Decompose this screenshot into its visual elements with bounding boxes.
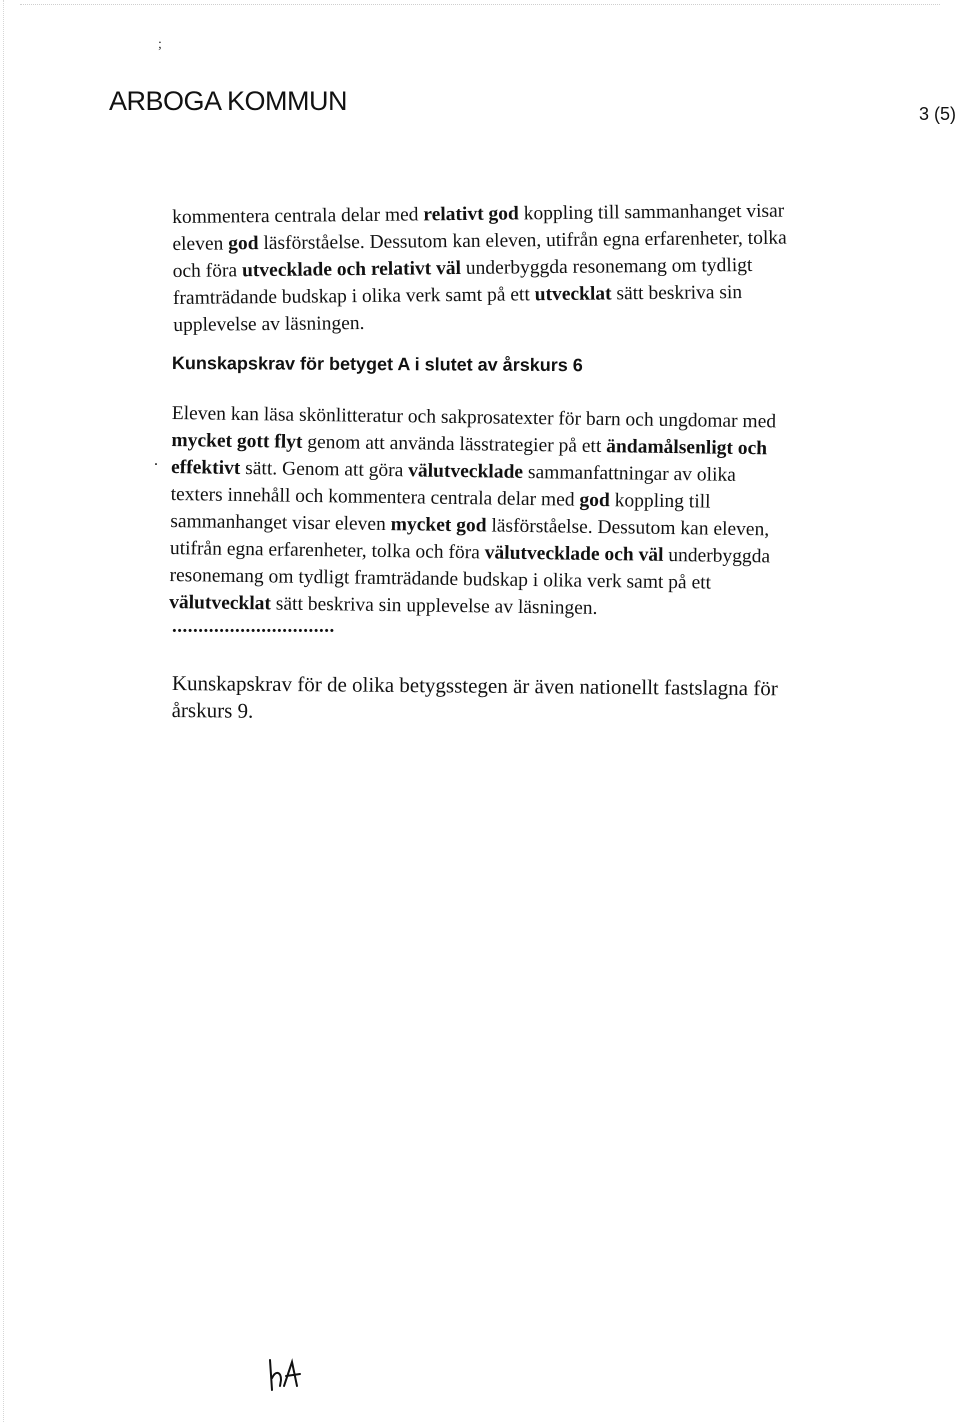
organization-header: ARBOGA KOMMUN — [109, 86, 348, 116]
page-number: 3 (5) — [918, 104, 956, 124]
text-line: framträdande budskap i olika verk samt på ett utvecklat sätt beskriva sin — [172, 282, 743, 309]
scan-border-top — [20, 4, 940, 5]
text-line: effektivt sätt. Genom att göra välutvecklade sammanfattningar av olika — [170, 456, 736, 486]
text-line: Kunskapskrav för de olika betygsstegen är även nationellt fastslagna för — [171, 670, 778, 701]
paragraph-continuation — [172, 197, 833, 339]
text-line: resonemang om tydligt framträdande budskap i olika verk samt på ett — [169, 564, 712, 594]
signature-glyph — [264, 1356, 308, 1396]
text-line: upplevelse av läsningen. — [173, 312, 365, 336]
text-line: sammanhanget visar eleven mycket god läsförståelse. Dessutom kan eleven, — [170, 510, 770, 541]
text-line: och föra utvecklade och relativt väl underbyggda resonemang om tydligt — [172, 254, 753, 282]
section-heading: Kunskapskrav för betyget A i slutet av årskurs 6 — [171, 353, 583, 376]
text-line: eleven god läsförståelse. Dessutom kan eleven, utifrån egna erfarenheter, tolka — [172, 227, 787, 255]
text-line: Eleven kan läsa skönlitteratur och sakprosatexter för barn och ungdomar med — [171, 402, 777, 433]
paragraph-grade-a — [169, 400, 832, 625]
scan-border-left — [3, 0, 4, 1422]
scan-artifact-dot: . — [154, 452, 158, 469]
text-line: årskurs 9. — [171, 697, 254, 723]
text-line: texters innehåll och kommentera centrala delar med god koppling till — [170, 483, 711, 513]
handwritten-initials-signature — [264, 1356, 308, 1401]
text-line: kommentera centrala delar med relativt god koppling till sammanhanget visar — [172, 200, 785, 228]
text-line: mycket gott flyt genom att använda lässtrategier på ett ändamålsenligt och — [171, 429, 768, 460]
text-line: utifrån egna erfarenheter, tolka och föra välutvecklade och väl underbyggda — [169, 537, 771, 568]
dotted-separator: ............................... — [172, 616, 335, 637]
scan-mark: ; — [158, 37, 162, 52]
text-line: välutvecklat sätt beskriva sin upplevelse av läsningen. — [169, 591, 598, 619]
national-requirements-note — [172, 670, 872, 730]
